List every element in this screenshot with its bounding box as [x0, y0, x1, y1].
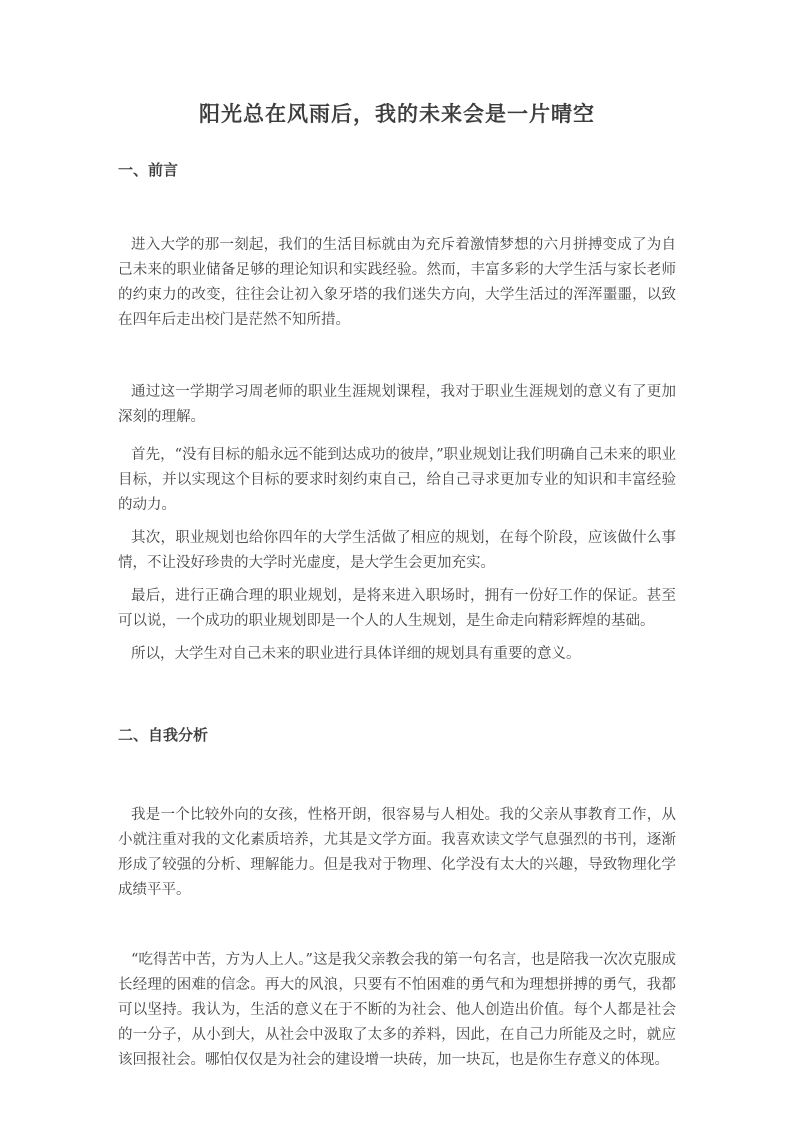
paragraph-foreword-1: 进入大学的那一刻起，我们的生活目标就由为充斥着激情梦想的六月拼搏变成了为自己未来的职业储备足够的理论知识和实践经验。然而，丰富多彩的大学生活与家长老师的约束力的改变，往往会让初入象牙塔的我们迷失方向，大学生活过的浑浑噩噩，以致在四年后走出校门是茫然不知所措。 [118, 237, 676, 328]
paragraph-self-analysis-1: 我是一个比较外向的女孩，性格开朗，很容易与人相处。我的父亲从事教育工作，从小就注重对我的文化素质培养，尤其是文学方面。我喜欢读文学气息强烈的书刊，逐渐形成了较强的分析、理解能力。但是我对于物理、化学没有太大的兴趣，导致物理化学成绩平平。 [118, 807, 676, 898]
paragraph-self-analysis-2: “吃得苦中苦，方为人上人。”这是我父亲教会我的第一句名言，也是陪我一次次克服成长经理的困难的信念。再大的风浪，只要有不怕困难的勇气和为理想拼搏的勇气，我都可以坚持。我认为，生活的意义在于不断的为社会、他人创造出价值。每个人都是社会的一分子，从小到大，从社会中汲取了太多的养料，因此，在自己力所能及之时，就应该回报社会。哪怕仅仅是为社会的建设增一块砖，加一块瓦，也是你生存意义的体现。 [118, 952, 676, 1068]
paragraph-foreword-5: 最后，进行正确合理的职业规划，是将来进入职场时，拥有一份好工作的保证。甚至可以说，一个成功的职业规划即是一个人的人生规划，是生命走向精彩辉煌的基础。 [118, 588, 676, 629]
paragraph-foreword-3: 首先，“没有目标的船永远不能到达成功的彼岸，”职业规划让我们明确自己未来的职业目标，并以实现这个目标的要求时刻约束自己，给自己寻求更加专业的知识和丰富经验的动力。 [118, 447, 676, 513]
paragraph-foreword-6: 所以，大学生对自己未来的职业进行具体详细的规划具有重要的意义。 [131, 646, 581, 662]
section-heading-self-analysis: 二、自我分析 [118, 726, 209, 744]
paragraph-foreword-2: 通过这一学期学习周老师的职业生涯规划课程，我对于职业生涯规划的意义有了更加深刻的理解。 [118, 384, 676, 425]
document-title: 阳光总在风雨后，我的未来会是一片晴空 [199, 101, 595, 126]
paragraph-foreword-4: 其次，职业规划也给你四年的大学生活做了相应的规划，在每个阶段，应该做什么事情，不让没好珍贵的大学时光虚度，是大学生会更加充实。 [118, 530, 676, 571]
section-heading-foreword: 一、前言 [118, 161, 179, 179]
